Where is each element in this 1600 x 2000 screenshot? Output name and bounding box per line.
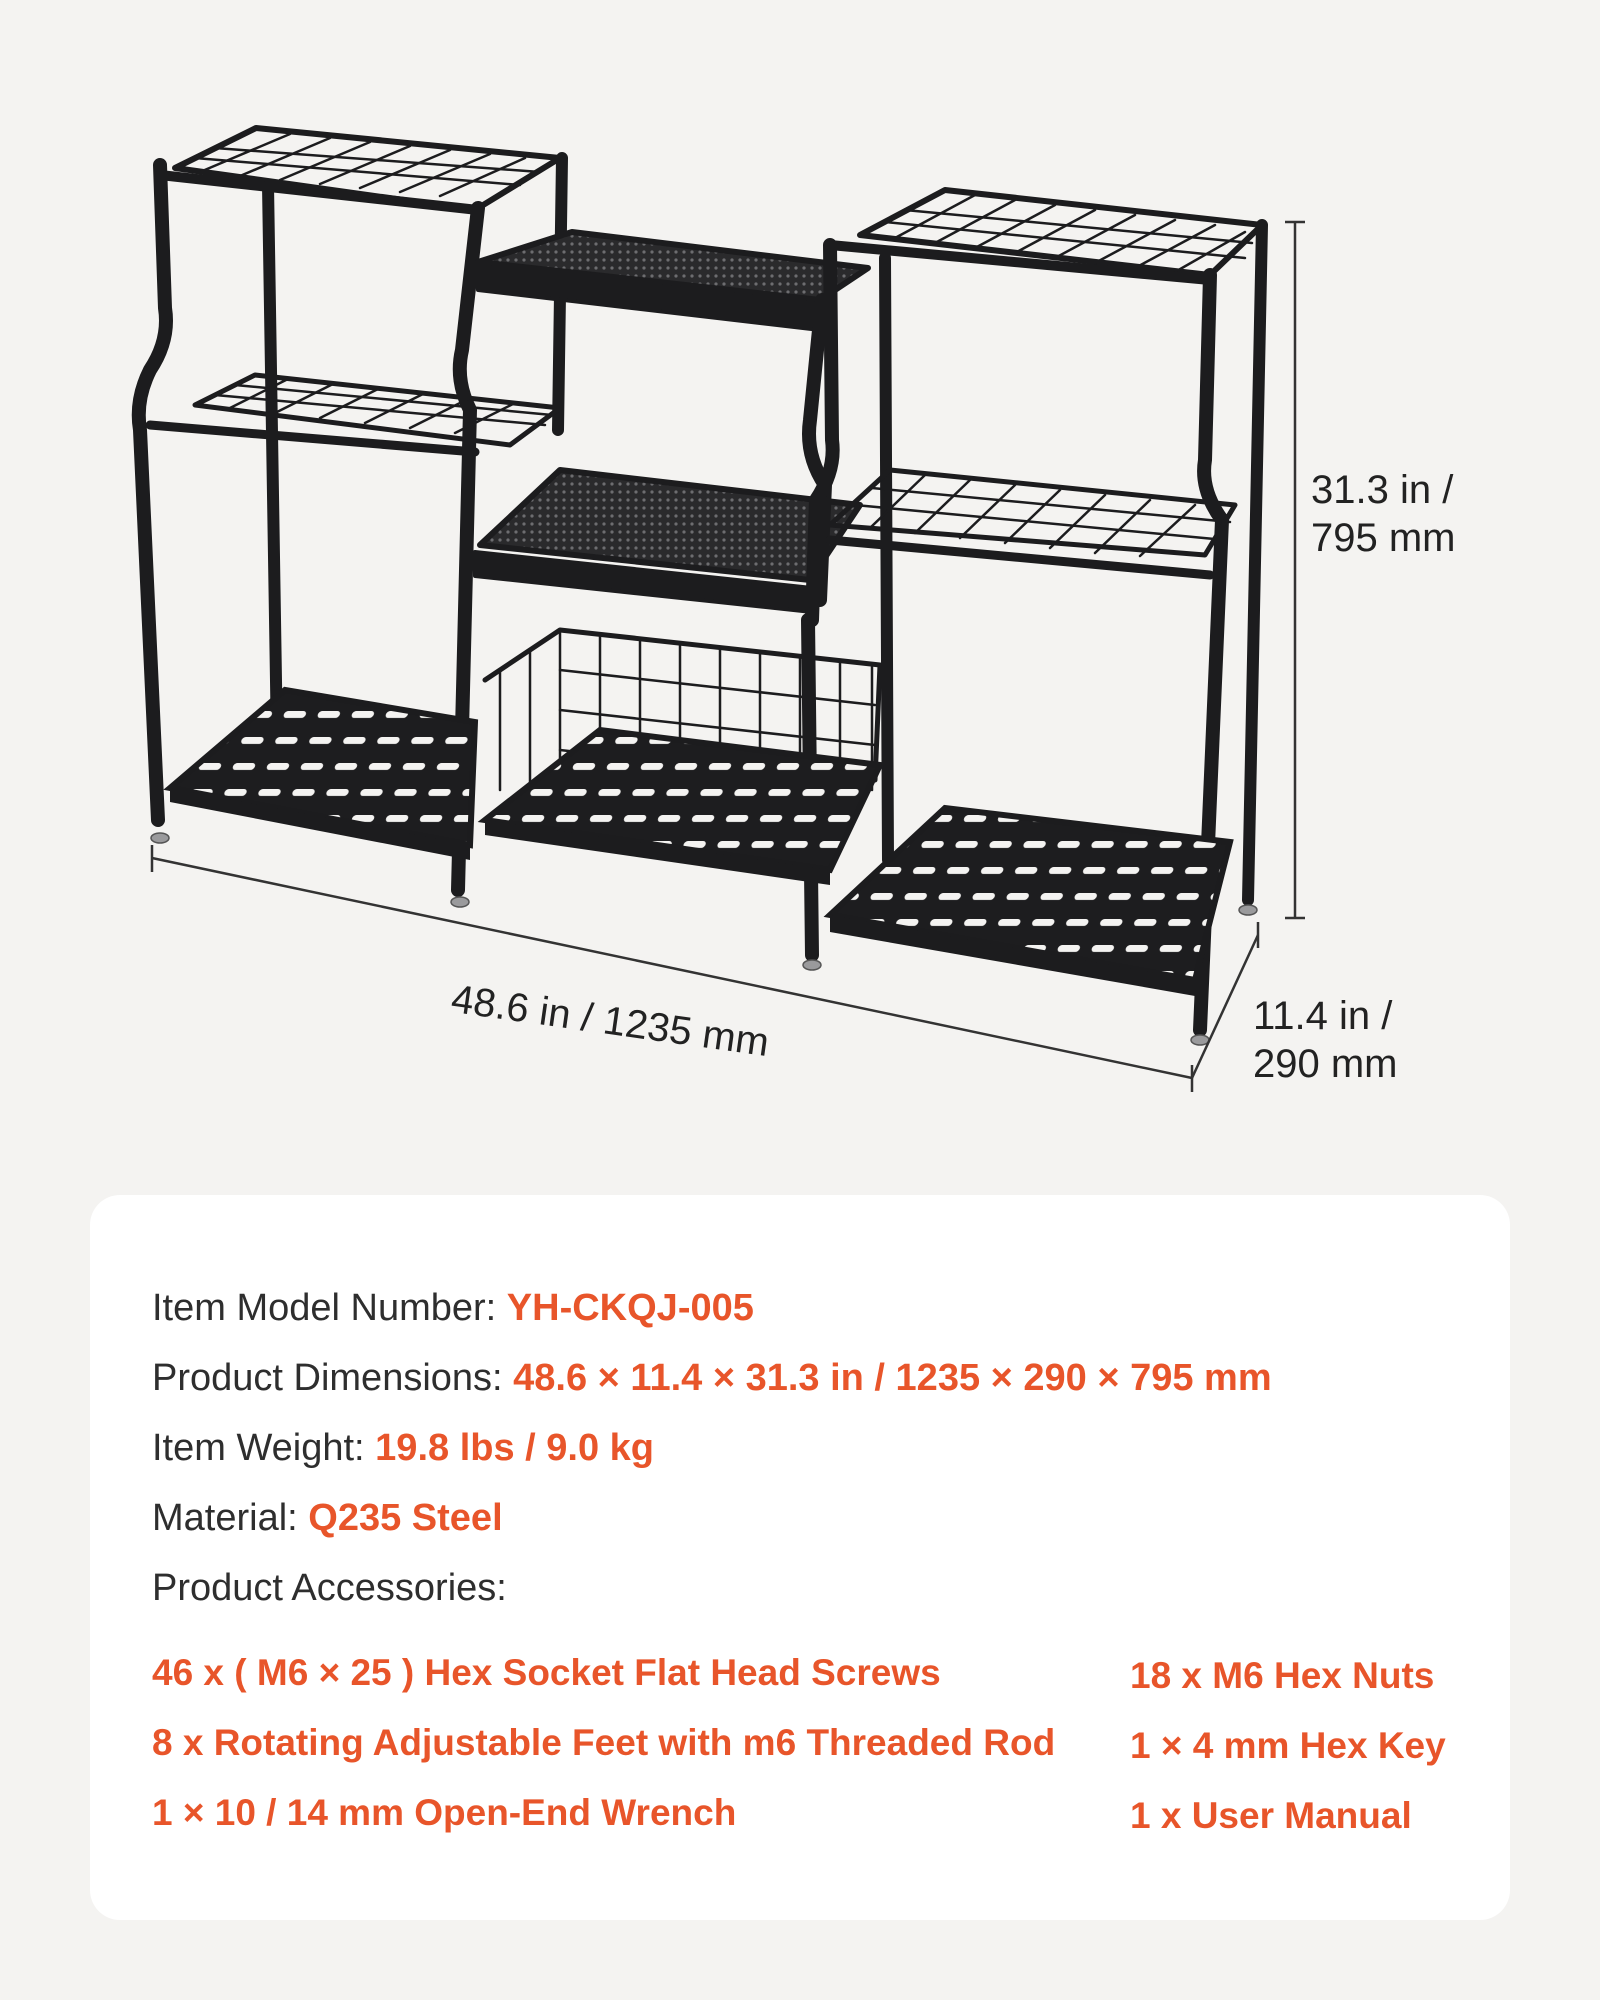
accessory-item: 1 × 10 / 14 mm Open-End Wrench [152,1792,737,1833]
spec-label: Material: [152,1497,298,1539]
height-dimension-label [1311,466,1456,562]
depth-dimension-label [1253,992,1398,1088]
spec-model-number [152,1285,754,1331]
spec-label: Product Dimensions: [152,1357,503,1399]
spec-label: Item Model Number: [152,1287,497,1329]
spec-accessories-heading [152,1565,507,1611]
spec-value: 19.8 lbs / 9.0 kg [375,1427,654,1469]
height-imperial: 31.3 in / [1311,468,1454,512]
spec-weight [152,1425,654,1471]
depth-imperial: 11.4 in / [1253,994,1393,1038]
spec-card [90,1195,1510,1920]
spec-label: Item Weight: [152,1427,365,1469]
accessory-item: 1 × 4 mm Hex Key [1130,1725,1446,1766]
width-dimension-label: 48.6 in / 1235 mm [448,976,772,1066]
spec-value: Q235 Steel [308,1497,503,1539]
spec-value: 48.6 × 11.4 × 31.3 in / 1235 × 290 × 795 mm [513,1357,1272,1399]
accessory-item: 46 x ( M6 × 25 ) Hex Socket Flat Head Screws [152,1652,941,1693]
spec-material [152,1495,503,1541]
accessory-item: 8 x Rotating Adjustable Feet with m6 Threaded Rod [152,1722,1056,1763]
spec-value: YH-CKQJ-005 [506,1287,754,1329]
spec-label: Product Accessories: [152,1567,507,1609]
accessory-item: 18 x M6 Hex Nuts [1130,1655,1435,1696]
height-metric: 795 mm [1311,516,1456,560]
depth-metric: 290 mm [1253,1042,1398,1086]
spec-dimensions [152,1355,1272,1401]
accessory-item: 1 x User Manual [1130,1795,1412,1836]
